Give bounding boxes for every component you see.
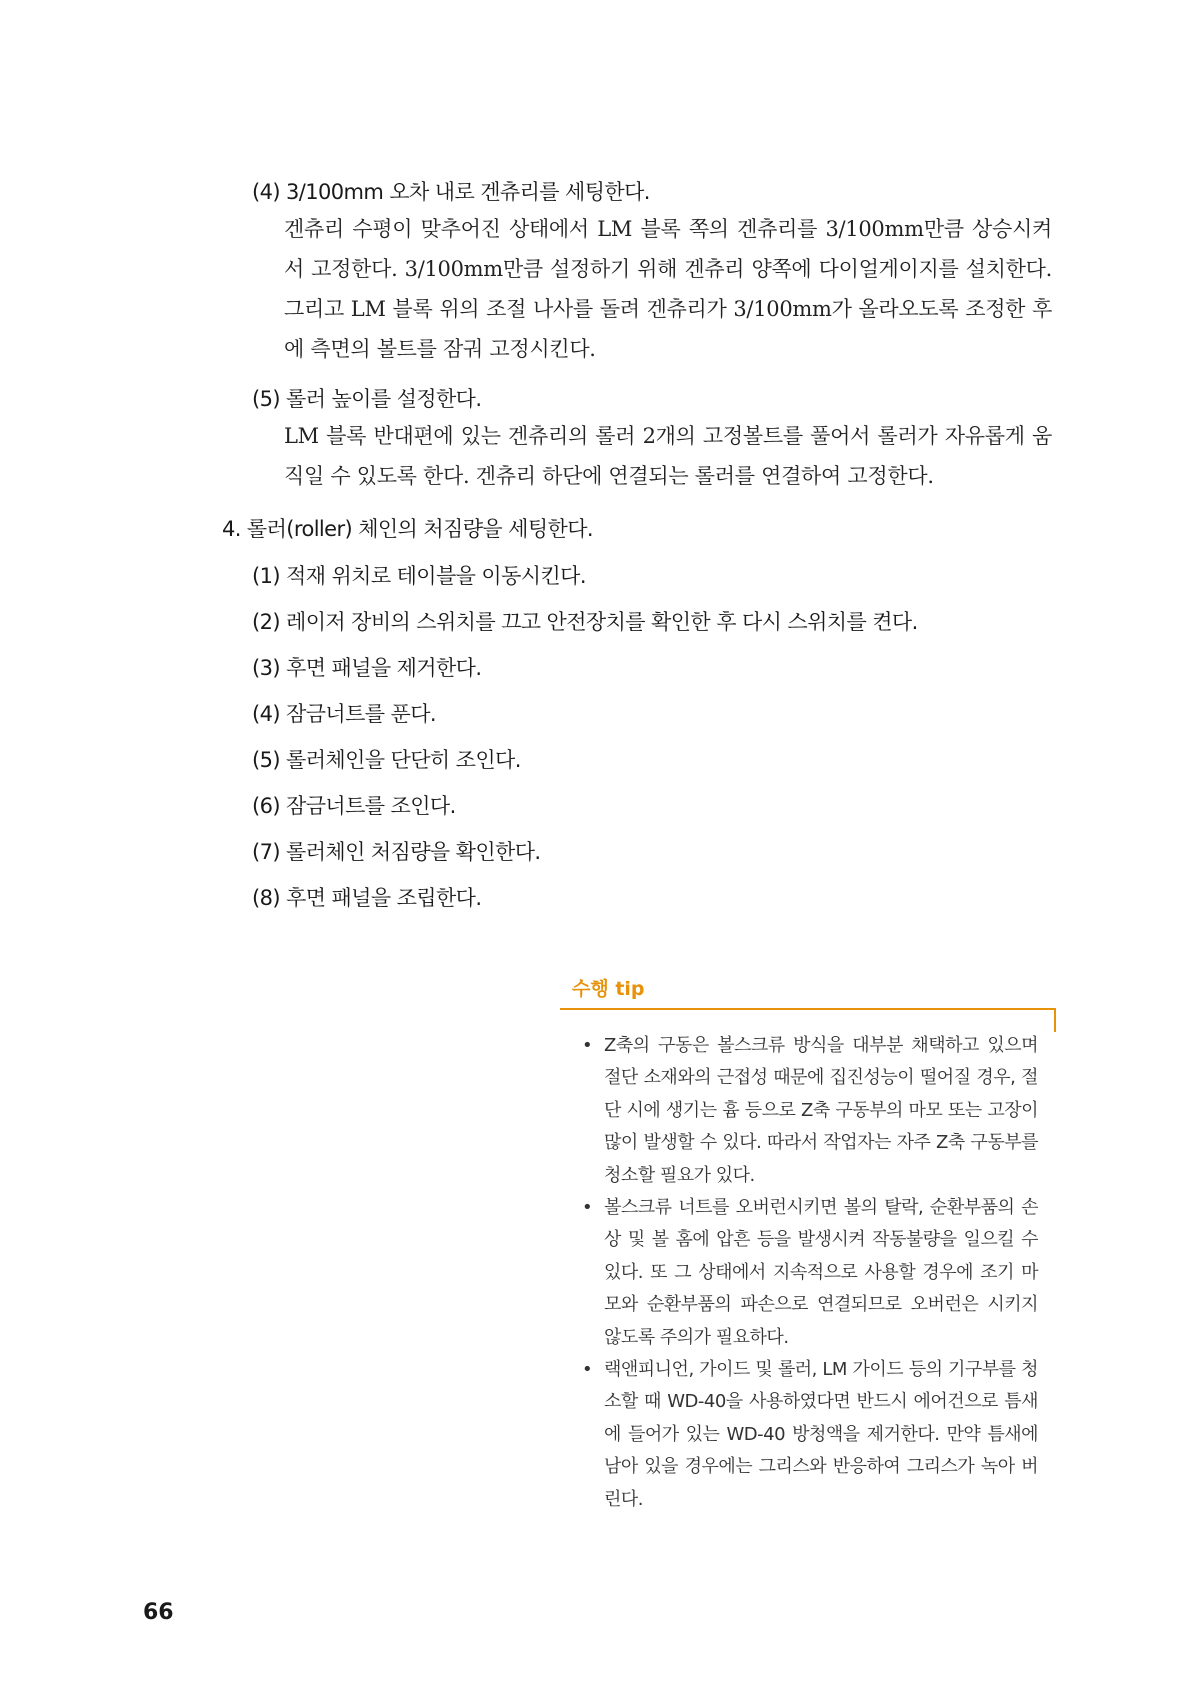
tip-item-text: Z축의 구동은 볼스크류 방식을 대부분 채택하고 있으며 절단 소재와의 근접성 때문에 집진성능이 떨어질 경우, 절단 시에 생기는 흄 등으로 Z축 구동부의 마모 또는 고장이 많이 발생할 수 있다. 따라서 작업자는 자주 Z축 구동부를 청소할 필요가 있다. xyxy=(604,1035,1038,1186)
section-4-item: (8) 후면 패널을 조립한다. xyxy=(252,886,482,910)
section-4-item: (6) 잠금너트를 조인다. xyxy=(252,794,456,818)
section-4-item: (7) 롤러체인 처짐량을 확인한다. xyxy=(252,840,541,864)
tip-item-text: 볼스크류 너트를 오버런시키면 볼의 탈락, 순환부품의 손상 및 볼 홈에 압흔 등을 발생시켜 작동불량을 일으킬 수 있다. 또 그 상태에서 지속적으로 사용할 경우에 조기 마모와 순환부품의 파손으로 연결되므로 오버런은 시키지 않도록 주의가 필요하다. xyxy=(604,1197,1038,1348)
section-4-item: (4) 잠금너트를 푼다. xyxy=(252,702,436,726)
step-5-body: LM 블록 반대편에 있는 겐츄리의 롤러 2개의 고정볼트를 풀어서 롤러가 자유롭게 움직일 수 있도록 한다. 겐츄리 하단에 연결되는 롤러를 연결하여 고정한다. xyxy=(284,424,1052,488)
tip-list xyxy=(580,1030,1038,1516)
bullet-icon: • xyxy=(582,1359,593,1381)
tip-item xyxy=(580,1354,1038,1516)
section-4-item: (5) 롤러체인을 단단히 조인다. xyxy=(252,748,521,772)
tip-item-text: 랙앤피니언, 가이드 및 롤러, LM 가이드 등의 기구부를 청소할 때 WD-40을 사용하였다면 반드시 에어건으로 틈새에 들어가 있는 WD-40 방청액을 제거한다. 만약 틈새에 남아 있을 경우에는 그리스와 반응하여 그리스가 녹아 버린다. xyxy=(604,1359,1038,1510)
section-4-item: (3) 후면 패널을 제거한다. xyxy=(252,656,482,680)
tip-item xyxy=(580,1030,1038,1192)
bullet-icon: • xyxy=(582,1197,593,1219)
tip-divider-tick xyxy=(1054,1008,1056,1032)
tip-divider xyxy=(560,1008,1056,1010)
step-4-heading: (4) 3/100mm 오차 내로 겐츄리를 세팅한다. xyxy=(252,180,650,204)
bullet-icon: • xyxy=(582,1035,593,1056)
tip-item xyxy=(580,1192,1038,1354)
step-5-heading: (5) 롤러 높이를 설정한다. xyxy=(252,387,482,411)
tip-title: 수행 tip xyxy=(572,978,645,1000)
section-4-item: (1) 적재 위치로 테이블을 이동시킨다. xyxy=(252,564,586,588)
step-4-body: 겐츄리 수평이 맞추어진 상태에서 LM 블록 쪽의 겐츄리를 3/100mm만큼 상승시켜서 고정한다. 3/100mm만큼 설정하기 위해 겐츄리 양쪽에 다이얼게이지를 설치한다. 그리고 LM 블록 위의 조절 나사를 돌려 겐츄리가 3/100mm가 올라오도록 조정한 후에 측면의 볼트를 잠궈 고정시킨다. xyxy=(284,217,1052,361)
page-number: 66 xyxy=(143,1600,174,1625)
section-4-item: (2) 레이저 장비의 스위치를 끄고 안전장치를 확인한 후 다시 스위치를 켠다. xyxy=(252,610,918,634)
section-4-heading: 4. 롤러(roller) 체인의 처짐량을 세팅한다. xyxy=(222,517,593,541)
